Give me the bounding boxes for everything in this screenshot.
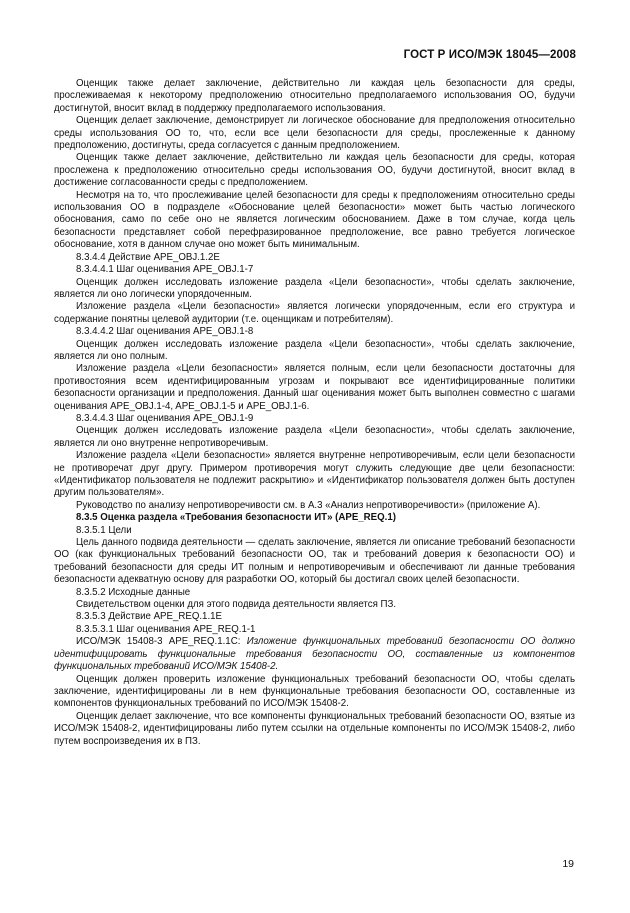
paragraph: Изложение раздела «Цели безопасности» является полным, если цели безопасности достаточны для противостояния всем идентифицированным угрозам и покрывают все идентифицированные политики безопасности организации и предположения. Данный шаг оценивания может быть выполнен совместно с шагами оценивания APE_OBJ.1-4, APE_OBJ.1-5 и APE_OBJ.1-6. (54, 363, 575, 412)
requirement-ref: ИСО/МЭК 15408-3 APE_REQ.1.1C: (76, 636, 247, 648)
paragraph: Свидетельством оценки для этого подвида деятельности является ПЗ. (76, 599, 397, 611)
paragraph: Несмотря на то, что прослеживание целей безопасности для среды к предположениям относительно среды использования ОО в подразделе «Обоснование целей безопасности» может быть частью логического обоснования, само по себе оно не является логическим обоснованием. Даже в том случае, когда цель безопасности представляет собой перефразированное предположение, все равно требуется логическое обоснование, хотя в данном случае оно может быть минимальным. (54, 189, 575, 251)
paragraph: Оценщик также делает заключение, действительно ли каждая цель безопасности для среды, прослеживаемая к некоторому предположению относительно предполагаемого использования ОО, будучи достигнутой, вносит вклад в поддержку предполагаемого использования. (54, 78, 575, 114)
section-heading: 8.3.5.2 Исходные данные (76, 586, 191, 598)
paragraph: Оценщик должен исследовать изложение раздела «Цели безопасности», чтобы сделать заключение, является ли оно логически упорядоченным. (54, 276, 575, 300)
requirement-text: Изложение функциональных требований безопасности ОО должно идентифицировать функциональные требования безопасности ОО, составленные из компонентов функциональных требований ИСО/МЭК 15408-2. (54, 636, 576, 673)
paragraph: Изложение раздела «Цели безопасности» является внутренне непротиворечивым, если цели безопасности не противоречат друг другу. Примером противоречия могут служить следующие две цели безопасности: «Идентификатор пользователя не подлежит раскрытию» и «Идентификатор пользователя должен быть доступен другим пользователям». (54, 450, 575, 499)
section-heading: 8.3.4.4.1 Шаг оценивания APE_OBJ.1-7 (76, 264, 254, 276)
paragraph: Оценщик должен исследовать изложение раздела «Цели безопасности», чтобы сделать заключение, является ли оно полным. (54, 338, 575, 362)
section-heading: 8.3.5.3 Действие APE_REQ.1.1E (76, 611, 222, 623)
standard-header: ГОСТ Р ИСО/МЭК 18045—2008 (403, 49, 576, 61)
section-heading: 8.3.5.3.1 Шаг оценивания APE_REQ.1-1 (76, 623, 256, 635)
section-title: 8.3.5 Оценка раздела «Требования безопасности ИТ» (APE_REQ.1) (76, 512, 396, 524)
paragraph: Изложение раздела «Цели безопасности» является логически упорядоченным, если его структура и содержание понятны целевой аудитории (т.е. оценщикам и потребителям). (54, 301, 575, 325)
paragraph: Оценщик делает заключение, что все компоненты функциональных требований безопасности ОО, взятые из ИСО/МЭК 15408-2, идентифицированы либо путем ссылки на отдельные компоненты по ИСО/МЭК 15408-2, либо путем воспроизведения их в ПЗ. (54, 710, 575, 747)
section-heading: 8.3.4.4.3 Шаг оценивания APE_OBJ.1-9 (76, 412, 254, 424)
paragraph: Оценщик также делает заключение, действительно ли каждая цель безопасности для среды, которая прослежена к предположению относительно среды использования ОО, будучи достигнутой, вносит вклад в достижение согласованности среды с предположением. (54, 152, 575, 189)
page-number: 19 (562, 858, 574, 870)
paragraph: Оценщик должен проверить изложение функциональных требований безопасности ОО, чтобы сделать заключение, идентифицированы ли в нем функциональные требования безопасности ОО, составленные из компонентов функциональных требований по ИСО/МЭК 15408-2. (54, 673, 575, 710)
body-text (54, 78, 575, 748)
section-heading: 8.3.5.1 Цели (76, 524, 132, 536)
requirement-paragraph (54, 636, 575, 673)
paragraph: Руководство по анализу непротиворечивости см. в А.3 «Анализ непротиворечивости» (приложение А). (76, 499, 541, 511)
paragraph: Оценщик должен исследовать изложение раздела «Цели безопасности», чтобы сделать заключение, является ли оно внутренне непротиворечивым. (54, 425, 575, 449)
section-heading: 8.3.4.4.2 Шаг оценивания APE_OBJ.1-8 (76, 326, 254, 338)
section-heading: 8.3.4.4 Действие APE_OBJ.1.2E (76, 251, 220, 263)
paragraph: Оценщик делает заключение, демонстрирует ли логическое обоснование для предположения относительно среды использования ОО то, что, если все цели безопасности для среды, прослеженные к данному предположению, достигнуты, среда согласуется с данным предположением. (54, 115, 575, 152)
paragraph: Цель данного подвида деятельности — сделать заключение, является ли описание требований безопасности ОО (как функциональных требований безопасности ОО, так и требований доверия к безопасности ОО) и требований безопасности для среды ИТ полным и непротиворечивым и обеспечивают ли данные требования безопасности адекватную основу для разработки ОО, который бы достигал своих целей безопасности. (54, 537, 575, 586)
